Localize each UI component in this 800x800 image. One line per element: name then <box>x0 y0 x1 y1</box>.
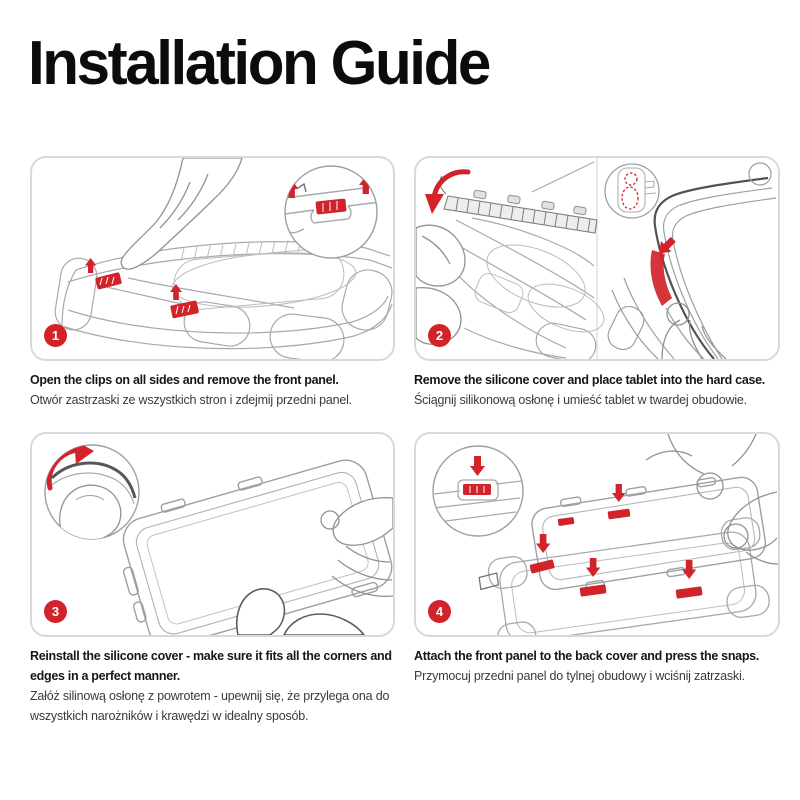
step1-caption-en: Open the clips on all sides and remove the front panel. <box>30 373 339 387</box>
step4-caption-en: Attach the front panel to the back cover and press the snaps. <box>414 649 759 663</box>
step3-illustration-panel <box>30 432 395 637</box>
step1-open-clips-drawing <box>32 158 393 359</box>
step4-number-badge: 4 <box>428 600 451 623</box>
step4-caption-pl: Przymocuj przedni panel do tylnej obudowy i wciśnij zatrzaski. <box>414 669 745 683</box>
step1-illustration-panel <box>30 156 395 361</box>
tablet-edge <box>655 178 768 359</box>
step-2 <box>414 156 780 410</box>
hand-sketch <box>121 158 242 269</box>
step2-number-badge: 2 <box>428 324 451 347</box>
step3-reinstall-cover-drawing <box>32 434 393 635</box>
step3-number-badge: 3 <box>44 600 67 623</box>
step2-remove-cover-drawing <box>416 158 778 359</box>
step2-illustration-panel <box>414 156 780 361</box>
red-snap-markers <box>529 484 702 599</box>
hand-sketch <box>237 589 364 635</box>
camera-cutout-inset <box>605 164 659 218</box>
step2-caption-pl: Ściągnij silikonową osłonę i umieść tablet w twardej obudowie. <box>414 393 747 407</box>
step2-caption-en: Remove the silicone cover and place tablet into the hard case. <box>414 373 765 387</box>
step1-number-badge: 1 <box>44 324 67 347</box>
step-3 <box>30 432 395 726</box>
step-4 <box>414 432 780 686</box>
step4-attach-front-panel-drawing <box>416 434 778 635</box>
step1-caption-pl: Otwór zastrzaski ze wszystkich stron i zdejmij przedni panel. <box>30 393 352 407</box>
step3-caption-pl: Załóż silinową osłonę z powrotem - upewnij się, że przylega ona do wszystkich narożników i krawędzi w idealny sposób. <box>30 689 390 723</box>
step3-caption-en: Reinstall the silicone cover - make sure it fits all the corners and edges in a perfect manner. <box>30 649 392 683</box>
down-arrow-icon <box>536 534 550 553</box>
step4-illustration-panel <box>414 432 780 637</box>
step-1 <box>30 156 395 410</box>
down-arrow-icon <box>612 484 626 502</box>
page-title: Installation Guide <box>28 29 489 98</box>
